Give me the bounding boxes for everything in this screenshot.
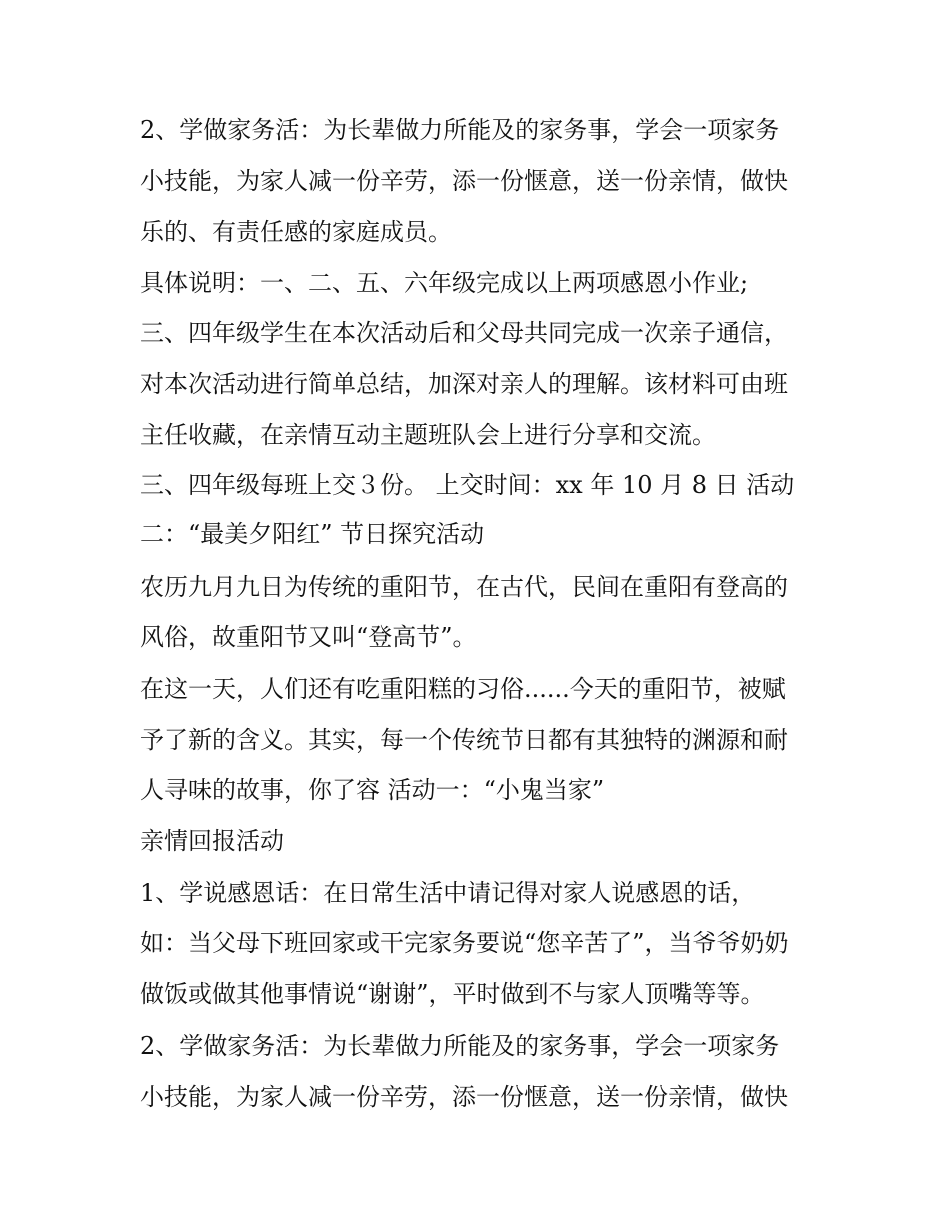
text-line: 如：当父母下班回家或干完家务要说“您辛苦了”，当爷爷奶奶 [140,929,789,957]
text-line: 二：“最美夕阳红” 节日探究活动 [140,520,485,548]
text-line: 主任收藏，在亲情互动主题班队会上进行分享和交流。 [140,421,716,449]
text-line: 对本次活动进行简单总结，加深对亲人的理解。该材料可由班 [140,370,788,398]
text-line: 人寻味的故事，你了容 活动一：“小鬼当家” [140,776,605,804]
text-line: 2、学做家务活：为长辈做力所能及的家务事，学会一项家务 [140,1032,780,1060]
text-line: 1、学说感恩话：在日常生活中请记得对家人说感恩的话， [140,879,756,907]
text-line: 乐的、有责任感的家庭成员。 [140,218,452,246]
text-line: 亲情回报活动 [140,827,284,855]
text-line: 在这一天，人们还有吃重阳糕的习俗......今天的重阳节，被赋 [140,675,786,703]
text-line: 三、四年级学生在本次活动后和父母共同完成一次亲子通信， [140,319,788,347]
text-line: 做饭或做其他事情说“谢谢”，平时做到不与家人顶嘴等等。 [140,980,765,1008]
text-line: 风俗，故重阳节又叫“登高节”。 [140,623,477,651]
text-line: 小技能，为家人减一份辛劳，添一份惬意，送一份亲情，做快 [140,167,788,195]
text-line: 农历九月九日为传统的重阳节，在古代，民间在重阳有登高的 [140,573,788,601]
text-line: 具体说明：一、二、五、六年级完成以上两项感恩小作业; [140,269,749,297]
text-line: 2、学做家务活：为长辈做力所能及的家务事，学会一项家务 [140,116,780,144]
text-line: 三、四年级每班上交３份。 上交时间：xx 年 10 月 8 日 活动 [140,471,795,499]
text-line: 予了新的含义。其实，每一个传统节日都有其独特的渊源和耐 [140,726,788,754]
text-line: 小技能，为家人减一份辛劳，添一份惬意，送一份亲情，做快 [140,1083,788,1111]
